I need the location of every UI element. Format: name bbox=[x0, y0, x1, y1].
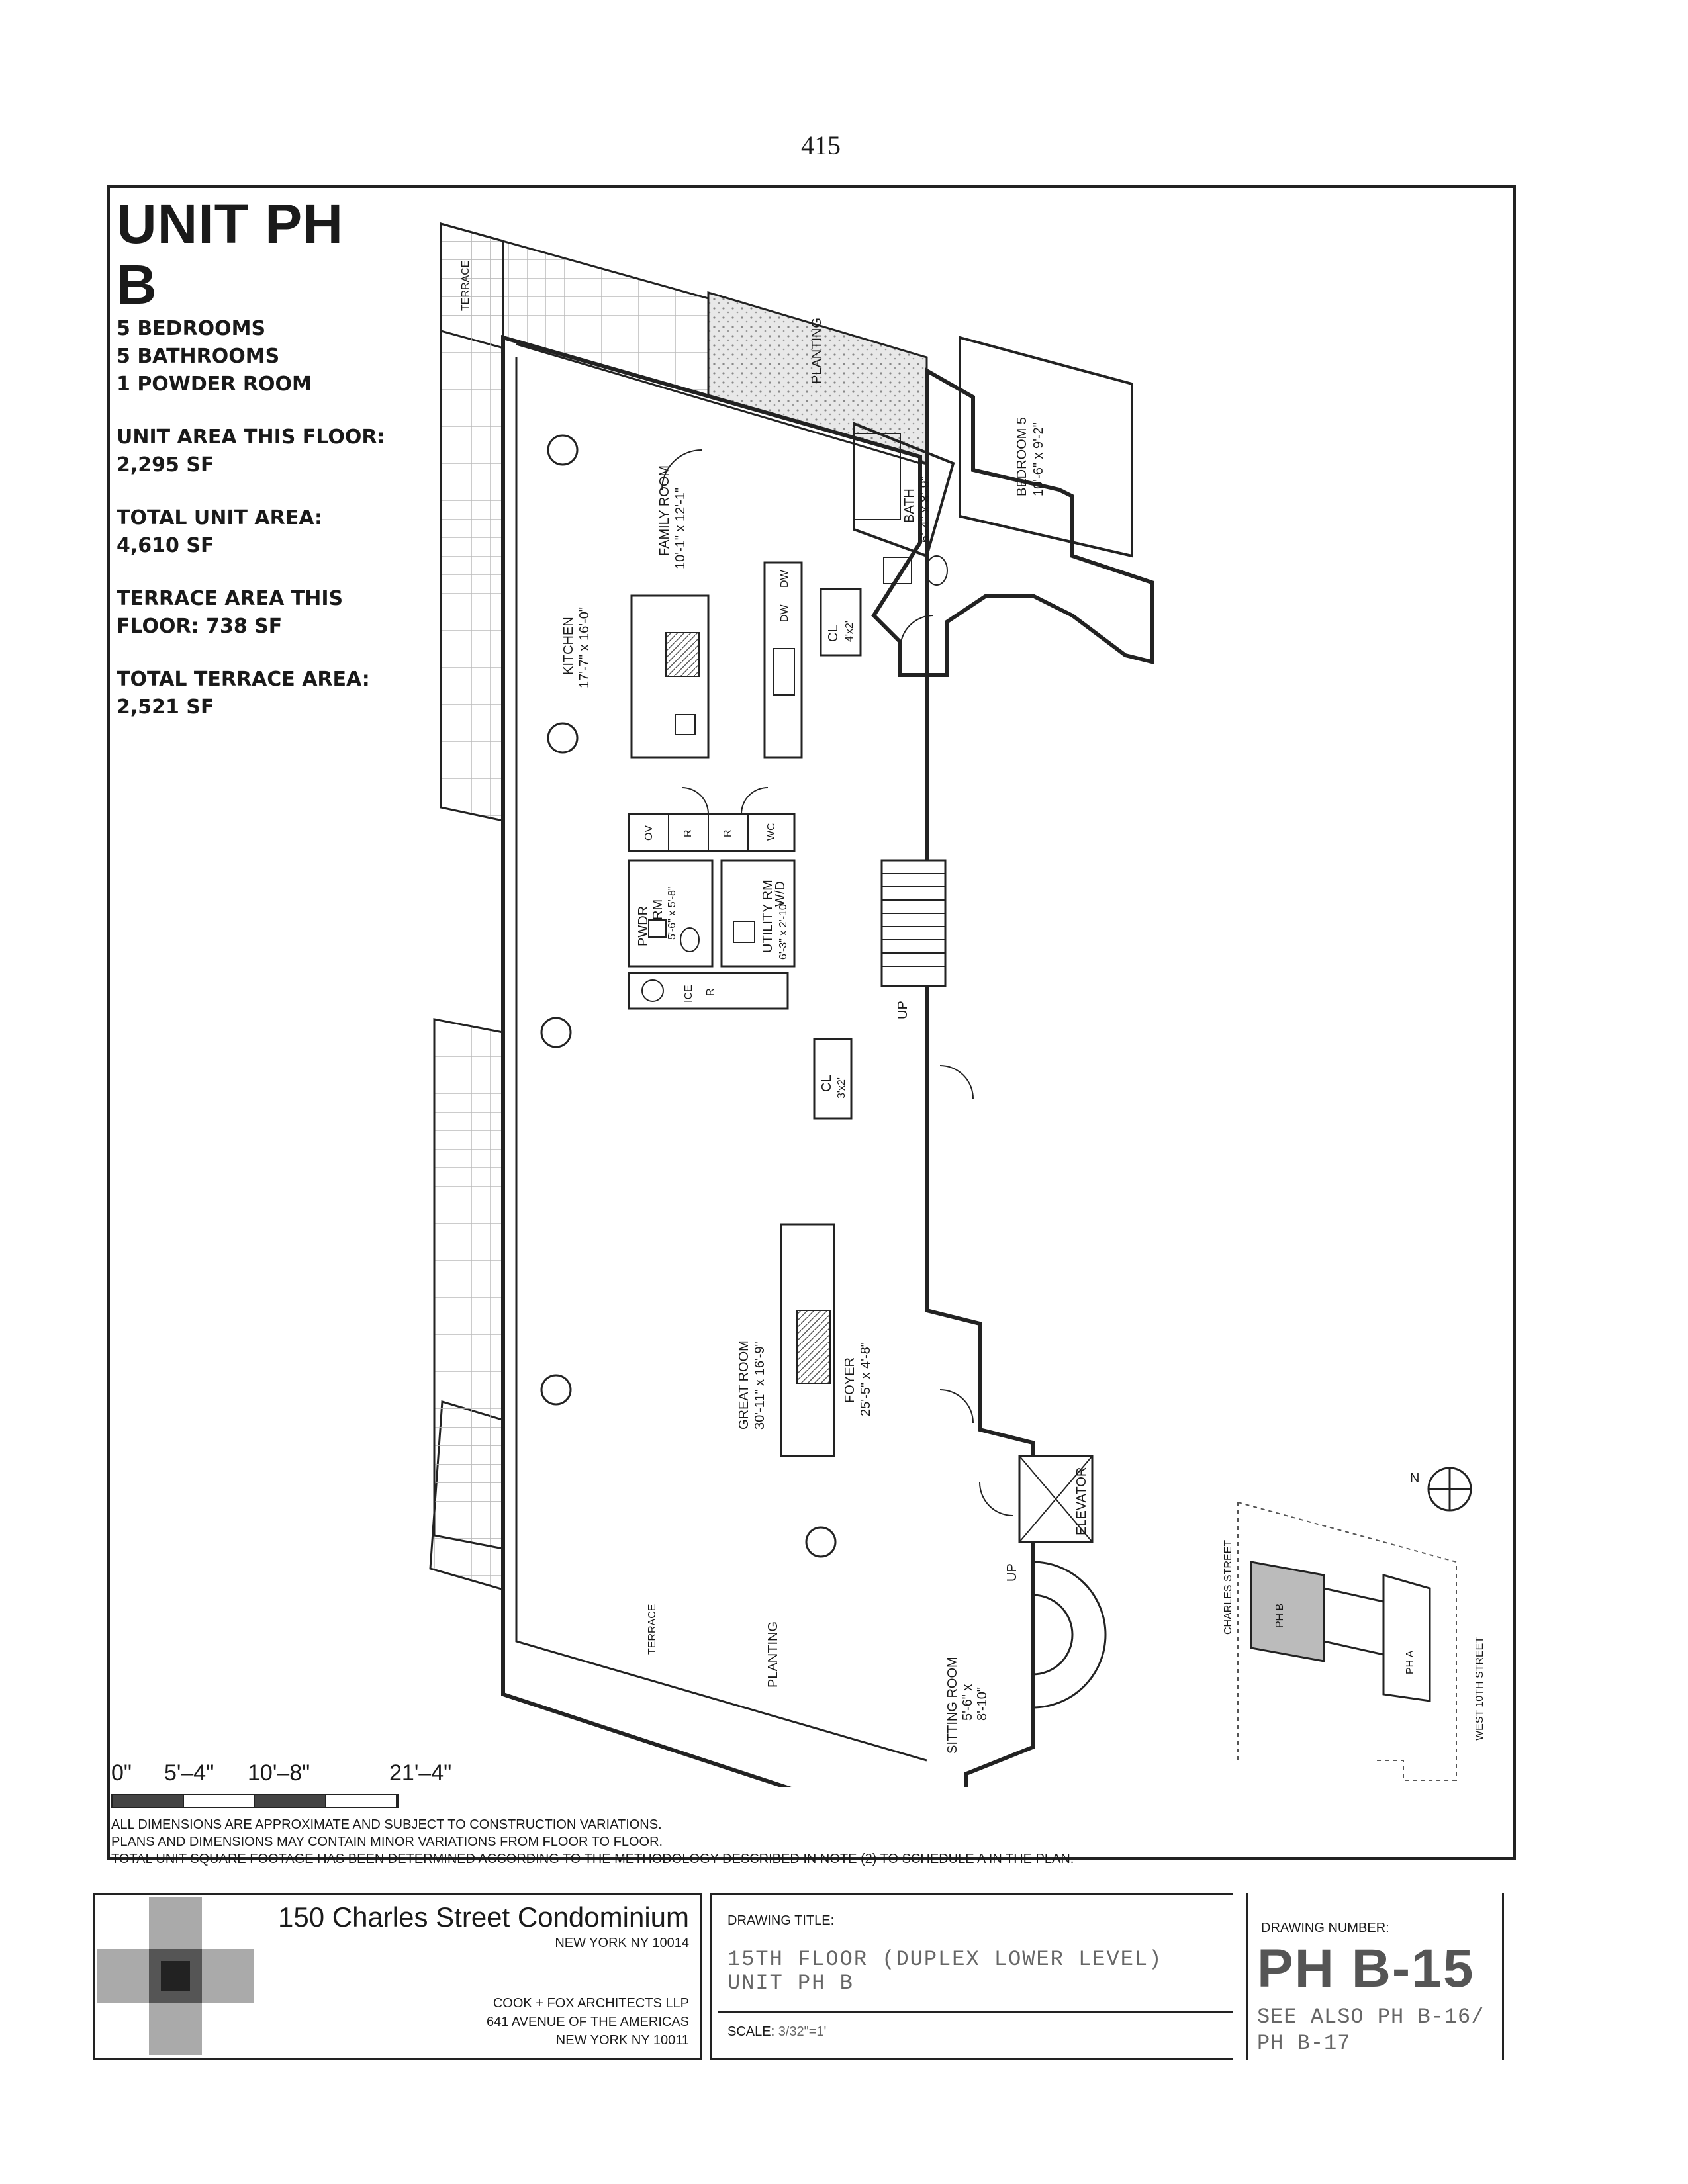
note-3: TOTAL UNIT SQUARE FOOTAGE HAS BEEN DETERMINED ACCORDING TO THE METHODOLOGY DESCRIBED IN NOTE (2) TO SCHEDULE A IN THE PLAN. bbox=[111, 1852, 1074, 1866]
sitting-room-dim-2: 8'-10" bbox=[975, 1687, 990, 1721]
scale-bar bbox=[111, 1760, 482, 1808]
family-room-dim: 10'-1" x 12'-1" bbox=[673, 487, 688, 569]
kitchen-name: KITCHEN bbox=[561, 617, 576, 675]
drawing-scale-value: 3/32"=1' bbox=[778, 2025, 827, 2039]
architect-address-1: 641 AVENUE OF THE AMERICAS bbox=[486, 2015, 689, 2029]
floor-plan-drawing bbox=[397, 185, 1516, 1787]
column bbox=[541, 1375, 571, 1404]
drawing-scale bbox=[727, 2025, 826, 2040]
key-plan-unit-b-label: PH B bbox=[1274, 1603, 1286, 1628]
planting-top-label: PLANTING bbox=[810, 317, 824, 384]
cooktop bbox=[666, 633, 699, 676]
condominium-name: 150 Charles Street Condominium bbox=[278, 1901, 689, 1933]
page-number: 415 bbox=[801, 130, 841, 160]
drawing-scale-label: SCALE: bbox=[727, 2025, 775, 2039]
unit-title: UNIT PH B bbox=[117, 193, 344, 316]
bedroom-count: 5 BEDROOMS bbox=[117, 317, 266, 340]
architect-name: COOK + FOX ARCHITECTS LLP bbox=[492, 1996, 689, 2011]
see-also bbox=[1257, 2004, 1484, 2057]
stair-up-label: UP bbox=[896, 1001, 910, 1019]
bath-name: BATH bbox=[902, 488, 917, 523]
dw2-label: DW bbox=[779, 604, 790, 622]
total-unit-area-value: 4,610 SF bbox=[117, 534, 214, 557]
column bbox=[548, 723, 577, 752]
bar-refrigerator-label: R bbox=[705, 988, 716, 996]
unit-area-floor-value: 2,295 SF bbox=[117, 453, 214, 477]
title-block-drawing bbox=[710, 1893, 1688, 2060]
condominium-city: NEW YORK NY 10014 bbox=[555, 1936, 689, 1950]
washer-dryer-label: W/D bbox=[773, 881, 788, 907]
bath-dim: 6'-4" x 8'-9" bbox=[918, 476, 933, 543]
key-plan bbox=[1223, 1468, 1485, 1780]
powder-room-rm: RM bbox=[651, 899, 665, 920]
cook-fox-logo bbox=[97, 1897, 254, 2055]
oven-label: OV bbox=[643, 825, 655, 841]
scale-graphic bbox=[111, 1794, 399, 1808]
stair-up bbox=[882, 860, 945, 986]
terrace-left-bottom bbox=[434, 1019, 503, 1549]
spiral-stair bbox=[1033, 1562, 1105, 1707]
kitchen-dim: 17'-7" x 16'-0" bbox=[577, 606, 592, 688]
drawing-number-label: DRAWING NUMBER: bbox=[1261, 1921, 1389, 1935]
street-charles: CHARLES STREET bbox=[1223, 1539, 1234, 1635]
drawing-number: PH B-15 bbox=[1257, 1938, 1475, 1999]
scale-tick-2: 10'–8" bbox=[248, 1760, 310, 1786]
drawing-title-line-2: UNIT PH B bbox=[727, 1971, 854, 1995]
column bbox=[806, 1527, 835, 1557]
drawing-title-label: DRAWING TITLE: bbox=[727, 1913, 835, 1928]
key-plan-unit-b bbox=[1251, 1562, 1324, 1661]
foyer-name: FOYER bbox=[843, 1357, 857, 1403]
title-block-project bbox=[93, 1893, 702, 2060]
closet-middle-dim: 3'x2' bbox=[836, 1077, 847, 1099]
foyer-dim: 25'-5" x 4'-8" bbox=[859, 1342, 873, 1416]
closet-middle-name: CL bbox=[820, 1075, 834, 1092]
architect-block bbox=[487, 1994, 689, 2050]
refrigerator-label-1: R bbox=[682, 829, 694, 837]
elevator-label: ELEVATOR bbox=[1074, 1467, 1089, 1535]
powder-room-dim: 5'-6" x 5'-8" bbox=[667, 886, 678, 940]
scale-tick-1: 5'–4" bbox=[164, 1760, 214, 1786]
north-label: N bbox=[1410, 1471, 1420, 1486]
refrigerator-label-2: R bbox=[722, 829, 733, 837]
closet-top-dim: 4'x2' bbox=[844, 621, 855, 642]
column bbox=[541, 1018, 571, 1047]
unit-area-floor-label: UNIT AREA THIS FLOOR: bbox=[117, 426, 385, 449]
see-also-line-2: PH B-17 bbox=[1257, 2031, 1351, 2056]
total-unit-area-label: TOTAL UNIT AREA: bbox=[117, 506, 323, 529]
architect-address-2: NEW YORK NY 10011 bbox=[555, 2033, 689, 2048]
sitting-room-dim-1: 5'-6" x bbox=[961, 1684, 975, 1721]
note-2: PLANS AND DIMENSIONS MAY CONTAIN MINOR VARIATIONS FROM FLOOR TO FLOOR. bbox=[111, 1835, 663, 1849]
planting-bottom-label: PLANTING bbox=[766, 1621, 780, 1688]
drawing-number-box bbox=[1246, 1893, 1504, 2060]
terrace-area-floor-value: FLOOR: 738 SF bbox=[117, 615, 283, 638]
key-plan-unit-a bbox=[1383, 1575, 1430, 1701]
column bbox=[548, 435, 577, 465]
scale-tick-3: 21'–4" bbox=[389, 1760, 452, 1786]
utility-room-dim: 6'-3" x 2'-10" bbox=[778, 900, 789, 960]
fireplace bbox=[797, 1310, 830, 1383]
see-also-line-1: SEE ALSO PH B-16/ bbox=[1257, 2005, 1485, 2029]
unit-info-panel bbox=[117, 193, 395, 721]
wine-cooler-label: WC bbox=[766, 823, 777, 841]
terrace-left-top bbox=[441, 224, 503, 821]
scale-tick-0: 0" bbox=[111, 1760, 132, 1786]
bedroom5-name: BEDROOM 5 bbox=[1015, 416, 1029, 496]
total-terrace-area-value: 2,521 SF bbox=[117, 696, 214, 719]
utility-room-name: UTILITY RM bbox=[761, 880, 775, 953]
terrace-bottom-label: TERRACE bbox=[647, 1604, 658, 1655]
ice-maker-label: ICE bbox=[683, 985, 694, 1003]
sitting-room-name: SITTING ROOM bbox=[945, 1657, 960, 1754]
drawing-title-box bbox=[710, 1893, 1233, 2060]
bathroom-count: 5 BATHROOMS bbox=[117, 345, 280, 368]
street-west-10th: WEST 10TH STREET bbox=[1474, 1636, 1485, 1741]
terrace-area-floor-label: TERRACE AREA THIS bbox=[117, 587, 344, 610]
powder-room-count: 1 POWDER ROOM bbox=[117, 373, 312, 396]
kitchen-counter bbox=[765, 563, 802, 758]
note-1: ALL DIMENSIONS ARE APPROXIMATE AND SUBJECT TO CONSTRUCTION VARIATIONS. bbox=[111, 1817, 662, 1832]
great-room-name: GREAT ROOM bbox=[737, 1340, 751, 1430]
total-terrace-area-label: TOTAL TERRACE AREA: bbox=[117, 668, 370, 691]
drawing-title-line-1: 15TH FLOOR (DUPLEX LOWER LEVEL) bbox=[727, 1947, 1163, 1972]
bedroom5-dim: 10'-6" x 9'-2" bbox=[1031, 422, 1046, 496]
plan-notes bbox=[111, 1816, 1369, 1868]
floor-plan bbox=[397, 185, 1516, 1787]
spiral-stair-up-label: UP bbox=[1005, 1563, 1019, 1582]
dw1-label: DW bbox=[779, 570, 790, 588]
terrace-top-label: TERRACE bbox=[460, 260, 471, 311]
great-room-dim: 30'-11" x 16'-9" bbox=[753, 1342, 767, 1430]
family-room-name: FAMILY ROOM bbox=[657, 465, 672, 556]
key-plan-unit-a-label: PH A bbox=[1405, 1650, 1416, 1674]
closet-top-name: CL bbox=[826, 625, 841, 642]
drawing-title bbox=[727, 1948, 1162, 1995]
powder-room-name: PWDR bbox=[636, 905, 651, 946]
